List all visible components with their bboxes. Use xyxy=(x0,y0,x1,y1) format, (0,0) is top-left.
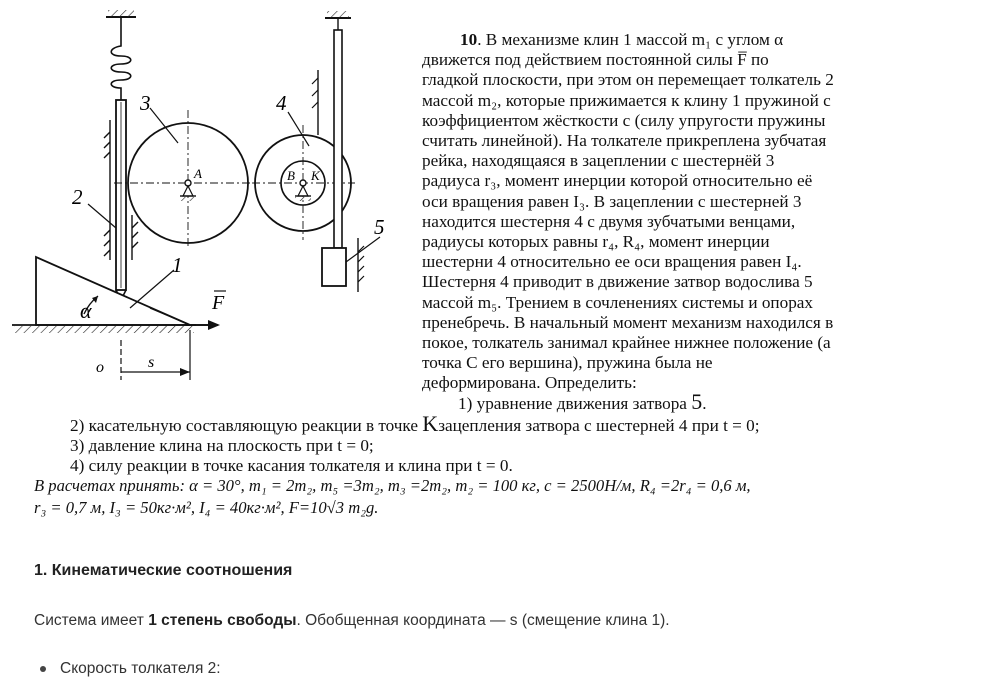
problem-line: массой m₂, которые прижимается к клину 1 пружиной с xyxy=(422,90,831,110)
solution-heading: 1. Кинематические соотношения xyxy=(34,562,293,579)
question-3: 3) давление клина на плоскость при t = 0; xyxy=(70,436,374,455)
label-4: 4 xyxy=(276,91,287,115)
top-support-left xyxy=(106,10,136,28)
mechanism-diagram xyxy=(0,0,420,400)
question-1-end: . xyxy=(702,394,707,413)
label-F: F xyxy=(212,292,225,314)
solution-para-pre: Система имеет xyxy=(34,612,149,629)
problem-line xyxy=(422,30,967,50)
problem-line: пренебречь. В начальный момент механизм находился в xyxy=(422,312,834,332)
label-B: B xyxy=(287,168,295,183)
problem-number: 10 xyxy=(460,30,478,49)
problem-line-text: . В механизме клин 1 массой m₁ с углом α xyxy=(477,30,784,49)
question-2-text-b: зацепления затвора с шестерней 4 при t = 0; xyxy=(438,416,760,435)
problem-line: считать линейной). На толкателе прикреплена зубчатая xyxy=(422,131,827,151)
problem-line: движется под действием постоянной силы F̅ по xyxy=(422,50,769,70)
problem-line: Шестерня 4 приводит в движение затвор водослива 5 xyxy=(422,272,813,292)
question-2-point: K xyxy=(422,411,439,436)
question-1-gate: 5 xyxy=(691,389,703,414)
params-line-1: В расчетах принять: α = 30°, m₁ = 2m₂, m₅ =3m₂, m₃ =2m₂, m₂ = 100 кг, c = 2500Н/м, R₄ =2r₄ = 0,6 м, xyxy=(34,476,751,495)
solution-bullet xyxy=(40,660,221,678)
params-line-2: r₃ = 0,7 м, I₃ = 50кг·м², I₄ = 40кг·м², F=10√3 m₂g. xyxy=(34,498,379,517)
pusher-2 xyxy=(116,100,126,300)
problem-line: покое, толкатель занимал крайнее нижнее положение (а xyxy=(422,333,831,353)
problem-line: находится шестерня 4 с двумя зубчатыми венцами, xyxy=(422,211,796,231)
label-s: s xyxy=(148,354,155,371)
solution-para-post: . Обобщенная координата — s (смещение клина 1). xyxy=(296,612,670,629)
problem-line: шестерни 4 относительно ее оси вращения равен I₄. xyxy=(422,252,802,272)
solution-paragraph xyxy=(34,612,670,630)
problem-line: деформирована. Определить: xyxy=(422,373,637,393)
label-2: 2 xyxy=(72,185,83,209)
problem-line: гладкой плоскости, при этом он перемещает толкатель 2 xyxy=(422,70,834,90)
problem-line: коэффициентом жёсткости c (силу упругости пружины xyxy=(422,110,826,130)
question-4: 4) силу реакции в точке касания толкателя и клина при t = 0. xyxy=(70,456,513,475)
label-o: o xyxy=(96,359,104,376)
question-1 xyxy=(0,389,978,414)
problem-line: рейка, находящаяся в зацеплении с шестернёй 3 xyxy=(422,151,775,171)
label-1: 1 xyxy=(172,253,183,277)
spring xyxy=(111,28,131,100)
label-5: 5 xyxy=(374,215,385,239)
problem-line: массой m₅. Трением в сочленениях системы и опорах xyxy=(422,292,814,312)
problem-line: радиусы которых равны r₄, R₄, момент инерции xyxy=(422,232,770,252)
solution-para-bold: 1 степень свободы xyxy=(148,612,297,629)
problem-line: радиуса r₃, момент инерции которой относительно её xyxy=(422,171,813,191)
label-alpha: α xyxy=(80,298,92,323)
question-2 xyxy=(0,411,970,436)
problem-line: оси вращения равен I₃. В зацеплении с шестерней 3 xyxy=(422,191,802,211)
label-A: A xyxy=(194,166,202,181)
question-1-text: 1) уравнение движения затвора xyxy=(458,394,692,413)
problem-statement xyxy=(422,30,967,394)
solution-bullet-text: Скорость толкателя 2: xyxy=(60,660,221,677)
label-3: 3 xyxy=(140,91,151,115)
problem-line: точка С его вершина), пружина была не xyxy=(422,353,713,373)
ground xyxy=(12,325,210,333)
label-K: K xyxy=(311,168,320,183)
bullet-dot-icon xyxy=(40,666,46,672)
question-2-text-a: 2) касательную составляющую реакции в точке xyxy=(70,416,423,435)
dimension-s xyxy=(121,330,190,380)
